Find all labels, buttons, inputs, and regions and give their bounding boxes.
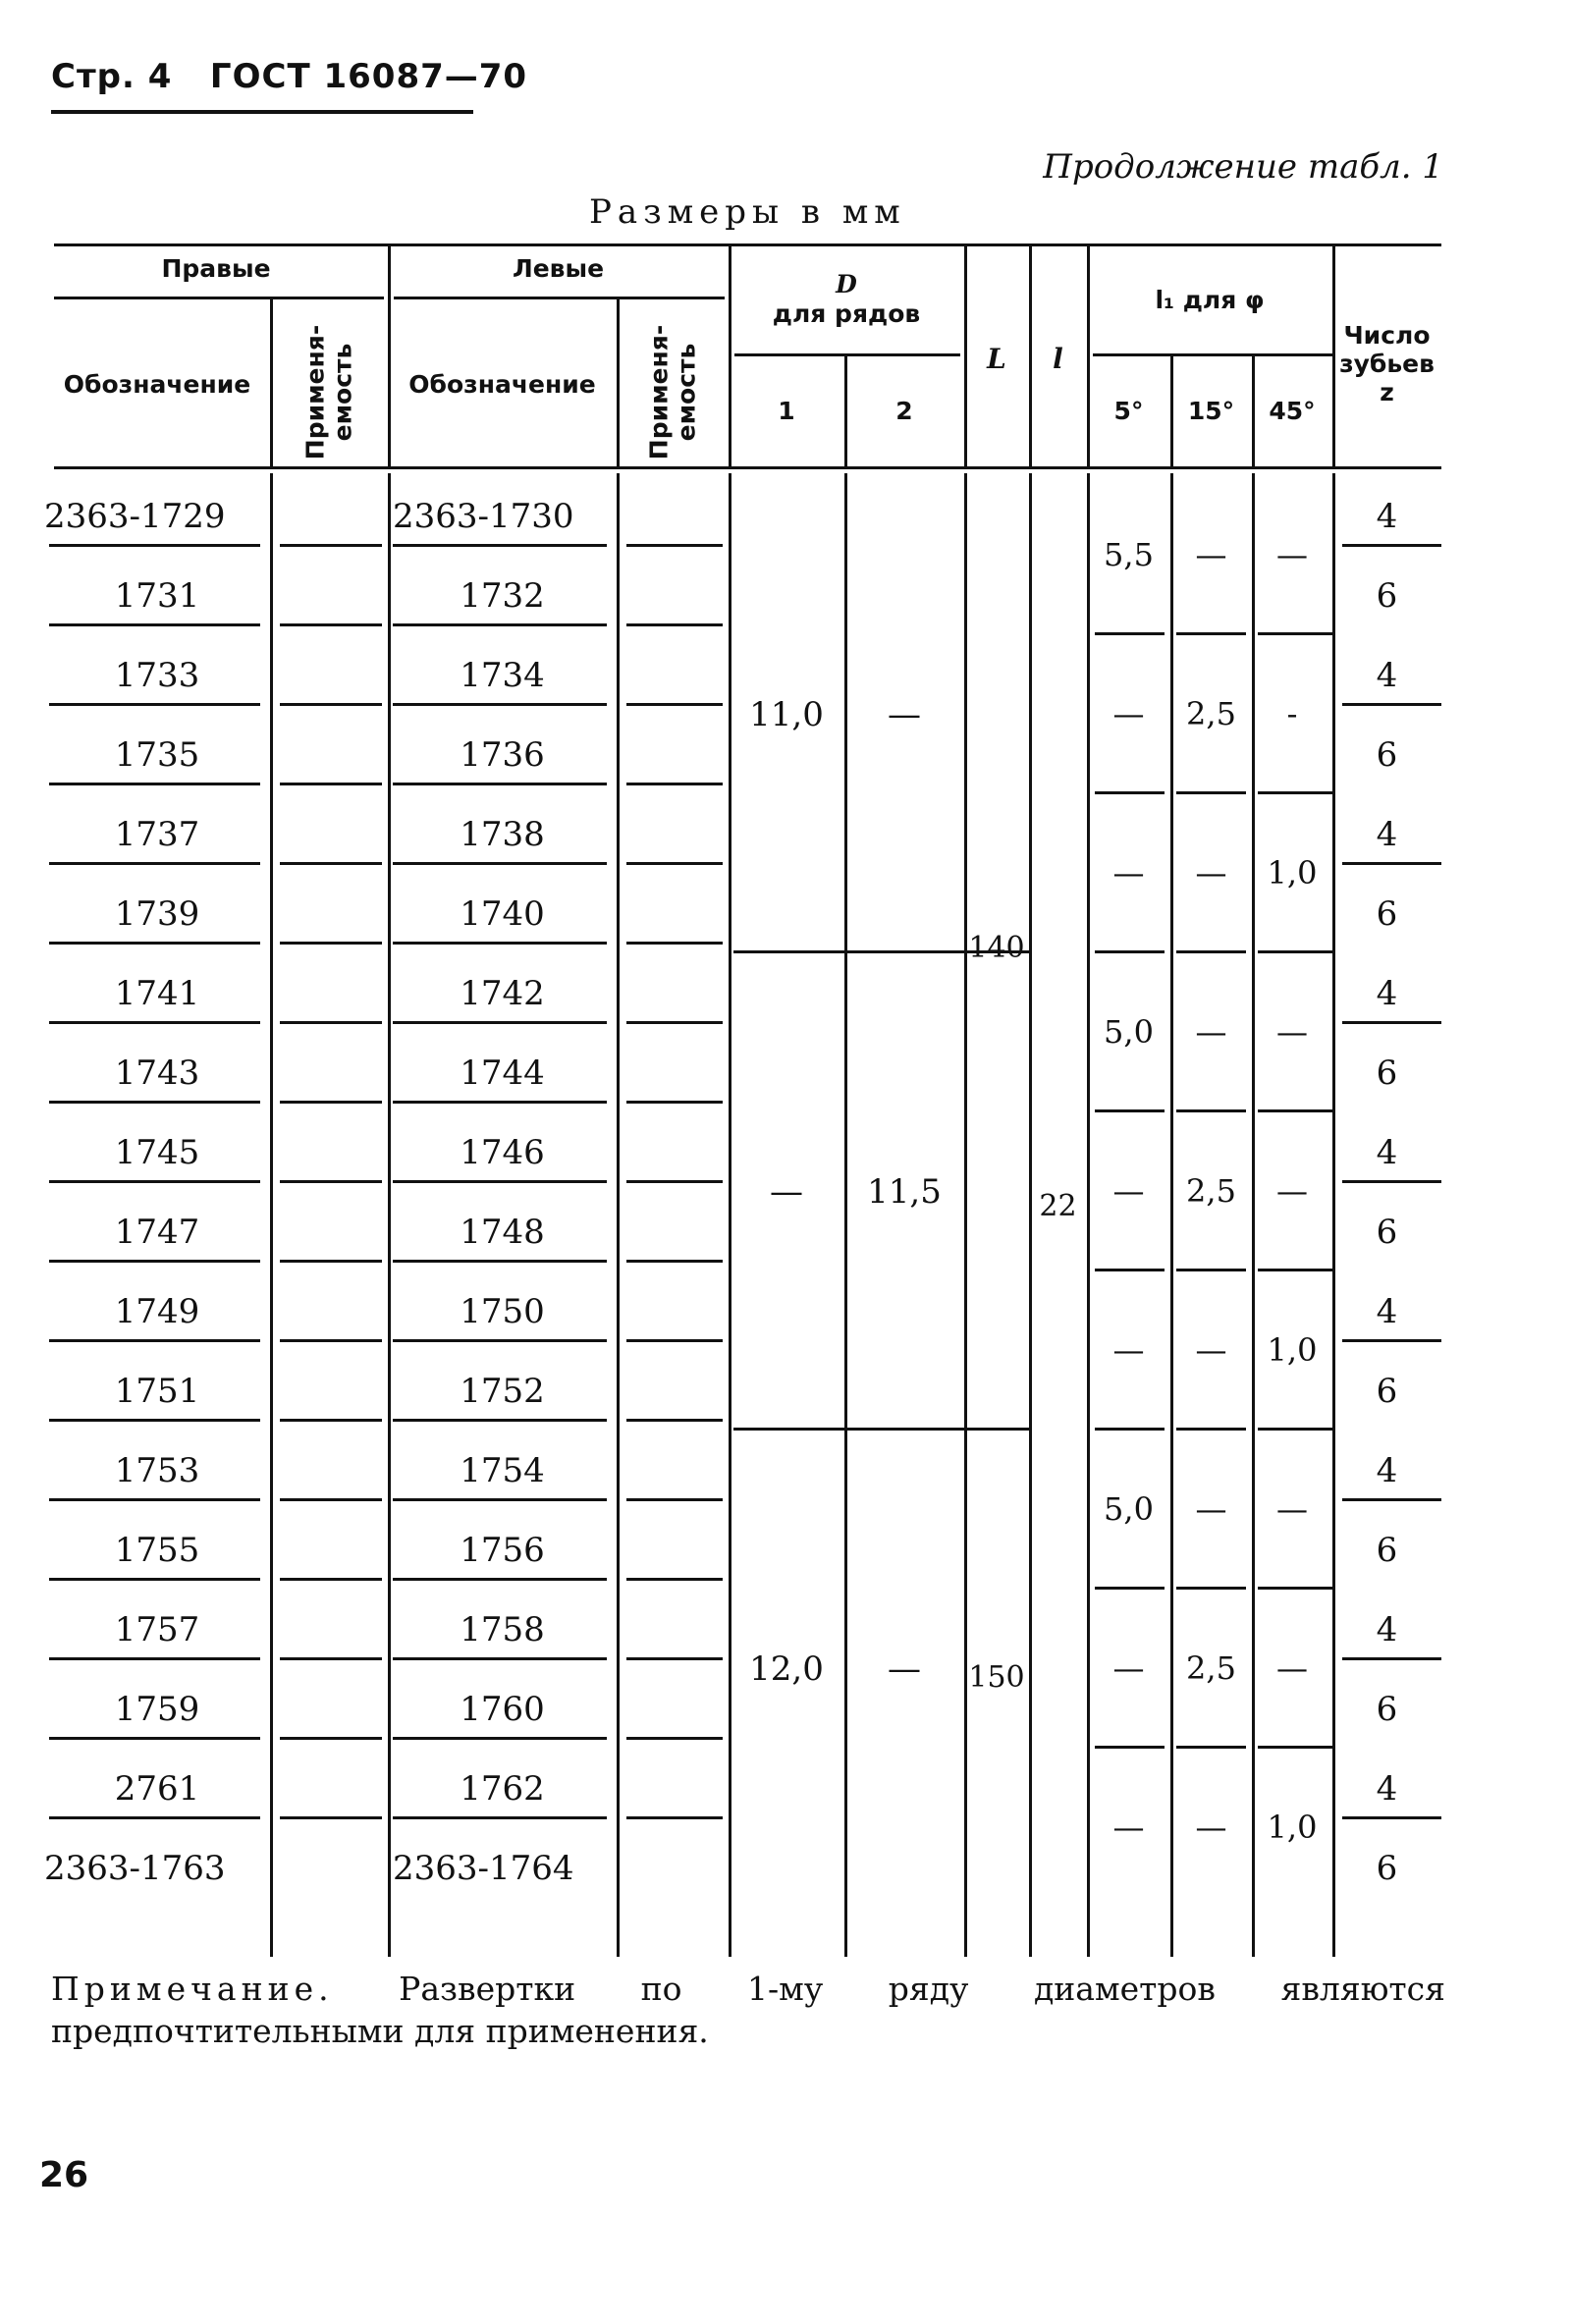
- row-rule: [49, 1657, 260, 1660]
- pair-rule: [1258, 950, 1332, 953]
- row-rule: [49, 1419, 260, 1422]
- pair-rule: [1258, 632, 1332, 635]
- pair-rule: [1176, 1746, 1246, 1749]
- row-rule: [49, 942, 260, 945]
- row-rule: [626, 1419, 723, 1422]
- l1-angle-15: 2,5: [1186, 1172, 1236, 1210]
- left-designation: 1758: [460, 1610, 545, 1649]
- row-rule: [280, 862, 382, 865]
- pair-rule: [1258, 791, 1332, 794]
- group-rule: [964, 1428, 1029, 1431]
- header-applicability-right: Применя- емость: [300, 324, 356, 460]
- l1-angle-5: —: [1112, 1809, 1145, 1846]
- row-rule: [393, 1657, 607, 1660]
- row-rule: [626, 862, 723, 865]
- teeth-rule: [1342, 1816, 1441, 1819]
- pair-rule: [1095, 1587, 1165, 1590]
- row-rule: [280, 942, 382, 945]
- diameter-row-1: 12,0: [749, 1649, 824, 1689]
- teeth-count: 6: [1376, 894, 1398, 934]
- row-rule: [49, 1101, 260, 1104]
- l1-angle-5: 5,5: [1104, 536, 1154, 573]
- row-rule: [280, 1180, 382, 1183]
- header-D: D: [836, 270, 857, 298]
- row-rule: [49, 1737, 260, 1740]
- pair-rule: [1095, 1269, 1165, 1271]
- diameter-row-1: —: [770, 1172, 803, 1212]
- header-left: Левые: [512, 254, 605, 283]
- row-rule: [393, 1260, 607, 1263]
- row-rule: [49, 544, 260, 547]
- header-sub-rule: [1093, 353, 1332, 356]
- row-rule: [280, 703, 382, 706]
- row-rule: [626, 783, 723, 785]
- teeth-count: 6: [1376, 1690, 1398, 1729]
- teeth-count: 6: [1376, 1054, 1398, 1093]
- row-rule: [280, 1339, 382, 1342]
- pair-rule: [1258, 1587, 1332, 1590]
- l1-angle-45: 1,0: [1267, 1331, 1318, 1369]
- l1-angle-15: —: [1195, 1809, 1227, 1846]
- row-rule: [626, 1498, 723, 1501]
- row-rule: [626, 703, 723, 706]
- l1-angle-5: —: [1112, 854, 1145, 892]
- right-designation: 1755: [114, 1531, 200, 1570]
- left-designation: 2363-1764: [393, 1849, 574, 1888]
- standard-code: ГОСТ 16087—70: [209, 57, 528, 96]
- right-designation: 1737: [114, 815, 200, 854]
- l1-angle-5: —: [1112, 1172, 1145, 1210]
- header-row-2: 2: [895, 397, 913, 425]
- header-L: L: [987, 343, 1006, 375]
- teeth-count: 4: [1376, 1133, 1398, 1172]
- header-sub-rule: [54, 297, 384, 299]
- left-designation: 1756: [460, 1531, 545, 1570]
- pair-rule: [1176, 791, 1246, 794]
- right-designation: 1739: [114, 894, 200, 934]
- row-rule: [280, 783, 382, 785]
- row-rule: [49, 623, 260, 626]
- row-rule: [393, 703, 607, 706]
- pair-rule: [1095, 1428, 1165, 1431]
- l1-angle-15: —: [1195, 854, 1227, 892]
- pair-rule: [1258, 1746, 1332, 1749]
- l1-angle-45: —: [1276, 1013, 1308, 1051]
- row-rule: [49, 1339, 260, 1342]
- header-sub-rule: [734, 353, 960, 356]
- length-l: 22: [1039, 1189, 1077, 1223]
- pair-rule: [1095, 1746, 1165, 1749]
- right-designation: 1731: [114, 576, 200, 616]
- header-bottom-rule: [54, 466, 1441, 469]
- l1-angle-45: —: [1276, 1649, 1308, 1687]
- body-column-rule: [270, 473, 273, 1957]
- page-ref: Стр. 4: [51, 57, 173, 96]
- row-rule: [49, 1578, 260, 1581]
- l1-angle-45: 1,0: [1267, 1809, 1318, 1846]
- row-rule: [393, 1180, 607, 1183]
- teeth-count: 4: [1376, 656, 1398, 695]
- pair-rule: [1258, 1428, 1332, 1431]
- teeth-rule: [1342, 544, 1441, 547]
- right-designation: 1741: [114, 974, 200, 1013]
- left-designation: 1738: [460, 815, 545, 854]
- left-designation: 1742: [460, 974, 545, 1013]
- row-rule: [393, 1021, 607, 1024]
- right-designation: 1759: [114, 1690, 200, 1729]
- teeth-rule: [1342, 703, 1441, 706]
- group-rule: [733, 1428, 964, 1431]
- row-rule: [49, 862, 260, 865]
- teeth-count: 4: [1376, 815, 1398, 854]
- row-rule: [393, 1339, 607, 1342]
- right-designation: 1753: [114, 1451, 200, 1490]
- pair-rule: [1176, 1428, 1246, 1431]
- row-rule: [626, 1816, 723, 1819]
- header-teeth: Число зубьев z: [1339, 321, 1435, 406]
- pair-rule: [1176, 632, 1246, 635]
- row-rule: [280, 1737, 382, 1740]
- row-rule: [393, 862, 607, 865]
- row-rule: [49, 1180, 260, 1183]
- row-rule: [393, 1101, 607, 1104]
- row-rule: [280, 1260, 382, 1263]
- row-rule: [626, 544, 723, 547]
- column-rule: [270, 298, 273, 466]
- row-rule: [626, 1657, 723, 1660]
- l1-angle-45: —: [1276, 1490, 1308, 1528]
- teeth-rule: [1342, 1180, 1441, 1183]
- row-rule: [49, 783, 260, 785]
- header-angle-5: 5°: [1113, 397, 1144, 425]
- diameter-row-2: —: [888, 1649, 921, 1689]
- body-column-rule: [617, 473, 620, 1957]
- pair-rule: [1258, 1109, 1332, 1112]
- row-rule: [280, 544, 382, 547]
- row-rule: [280, 1657, 382, 1660]
- row-rule: [49, 1498, 260, 1501]
- table-top-rule: [54, 243, 1441, 246]
- teeth-rule: [1342, 1339, 1441, 1342]
- right-designation: 1745: [114, 1133, 200, 1172]
- header-designation-right: Обозначение: [63, 370, 251, 399]
- note-text: Развертки по 1-му ряду диаметров являются предпочтительными для применения.: [51, 1970, 1445, 2050]
- l1-angle-5: —: [1112, 1649, 1145, 1687]
- right-designation: 1733: [114, 656, 200, 695]
- l1-angle-45: -: [1286, 695, 1298, 732]
- l1-angle-15: —: [1195, 1490, 1227, 1528]
- l1-angle-15: 2,5: [1186, 1649, 1236, 1687]
- header-l: l: [1053, 343, 1063, 375]
- row-rule: [280, 1419, 382, 1422]
- pair-rule: [1176, 1587, 1246, 1590]
- right-designation: 1751: [114, 1372, 200, 1411]
- column-rule: [1087, 243, 1090, 466]
- page-number: 26: [39, 2155, 89, 2195]
- row-rule: [626, 1101, 723, 1104]
- right-designation: 2761: [114, 1769, 200, 1809]
- column-rule: [617, 298, 620, 466]
- left-designation: 1736: [460, 735, 545, 775]
- left-designation: 1746: [460, 1133, 545, 1172]
- right-designation: 1735: [114, 735, 200, 775]
- right-designation: 1747: [114, 1213, 200, 1252]
- pair-rule: [1095, 791, 1165, 794]
- row-rule: [626, 1339, 723, 1342]
- length-L: 140: [968, 931, 1025, 965]
- note-lead: Примечание.: [51, 1970, 334, 2008]
- l1-angle-15: 2,5: [1186, 695, 1236, 732]
- l1-angle-15: —: [1195, 1013, 1227, 1051]
- left-designation: 1754: [460, 1451, 545, 1490]
- teeth-count: 4: [1376, 1292, 1398, 1331]
- left-designation: 1760: [460, 1690, 545, 1729]
- length-L: 150: [968, 1660, 1025, 1695]
- left-designation: 1740: [460, 894, 545, 934]
- l1-angle-45: 1,0: [1267, 854, 1318, 892]
- row-rule: [280, 1816, 382, 1819]
- row-rule: [626, 942, 723, 945]
- left-designation: 1732: [460, 576, 545, 616]
- l1-angle-5: 5,0: [1104, 1490, 1154, 1528]
- teeth-rule: [1342, 862, 1441, 865]
- row-rule: [49, 1260, 260, 1263]
- row-rule: [49, 703, 260, 706]
- teeth-count: 6: [1376, 1531, 1398, 1570]
- pair-rule: [1176, 1269, 1246, 1271]
- row-rule: [626, 623, 723, 626]
- row-rule: [626, 1180, 723, 1183]
- row-rule: [626, 1578, 723, 1581]
- pair-rule: [1176, 950, 1246, 953]
- row-rule: [280, 623, 382, 626]
- units-label: Размеры в мм: [589, 192, 906, 232]
- row-rule: [393, 1737, 607, 1740]
- header-D-sub: для рядов: [772, 299, 921, 328]
- row-rule: [626, 1021, 723, 1024]
- l1-angle-45: —: [1276, 536, 1308, 573]
- row-rule: [393, 1816, 607, 1819]
- row-rule: [626, 1260, 723, 1263]
- row-rule: [280, 1101, 382, 1104]
- row-rule: [393, 942, 607, 945]
- pair-rule: [1176, 1109, 1246, 1112]
- row-rule: [280, 1021, 382, 1024]
- row-rule: [626, 1737, 723, 1740]
- teeth-count: 4: [1376, 974, 1398, 1013]
- teeth-count: 6: [1376, 1372, 1398, 1411]
- pair-rule: [1095, 1109, 1165, 1112]
- header-row-1: 1: [778, 397, 795, 425]
- pair-rule: [1258, 1269, 1332, 1271]
- row-rule: [393, 623, 607, 626]
- continuation-label: Продолжение табл. 1: [1043, 147, 1443, 187]
- l1-angle-5: 5,0: [1104, 1013, 1154, 1051]
- row-rule: [393, 544, 607, 547]
- right-designation: 1757: [114, 1610, 200, 1649]
- l1-angle-45: —: [1276, 1172, 1308, 1210]
- right-designation: 2363-1729: [44, 497, 226, 536]
- row-rule: [280, 1498, 382, 1501]
- header-angle-15: 15°: [1187, 397, 1235, 425]
- header-designation-left: Обозначение: [408, 370, 596, 399]
- teeth-count: 4: [1376, 1610, 1398, 1649]
- row-rule: [393, 1498, 607, 1501]
- header-right: Правые: [161, 254, 271, 283]
- left-designation: 1750: [460, 1292, 545, 1331]
- row-rule: [393, 1419, 607, 1422]
- teeth-count: 4: [1376, 1769, 1398, 1809]
- row-rule: [49, 1021, 260, 1024]
- teeth-count: 6: [1376, 1213, 1398, 1252]
- teeth-count: 6: [1376, 576, 1398, 616]
- row-rule: [49, 1816, 260, 1819]
- left-designation: 1752: [460, 1372, 545, 1411]
- diameter-row-2: —: [888, 695, 921, 734]
- teeth-rule: [1342, 1021, 1441, 1024]
- row-rule: [393, 1578, 607, 1581]
- teeth-count: 4: [1376, 1451, 1398, 1490]
- teeth-count: 6: [1376, 735, 1398, 775]
- header-angle-45: 45°: [1269, 397, 1316, 425]
- header-sub-rule: [394, 297, 725, 299]
- diameter-row-1: 11,0: [749, 695, 824, 734]
- row-rule: [280, 1578, 382, 1581]
- left-designation: 1762: [460, 1769, 545, 1809]
- pair-rule: [1095, 632, 1165, 635]
- right-designation: 2363-1763: [44, 1849, 226, 1888]
- right-designation: 1743: [114, 1054, 200, 1093]
- left-designation: 1744: [460, 1054, 545, 1093]
- right-designation: 1749: [114, 1292, 200, 1331]
- l1-angle-5: —: [1112, 1331, 1145, 1369]
- table-note: [51, 1969, 1445, 2053]
- pair-rule: [1095, 950, 1165, 953]
- row-rule: [393, 783, 607, 785]
- group-rule: [733, 950, 964, 953]
- teeth-count: 4: [1376, 497, 1398, 536]
- left-designation: 2363-1730: [393, 497, 574, 536]
- left-designation: 1748: [460, 1213, 545, 1252]
- teeth-rule: [1342, 1498, 1441, 1501]
- header-l1: l₁ для φ: [1155, 286, 1265, 314]
- teeth-rule: [1342, 1657, 1441, 1660]
- body-column-rule: [964, 473, 967, 1957]
- left-designation: 1734: [460, 656, 545, 695]
- teeth-count: 6: [1376, 1849, 1398, 1888]
- header-applicability-left: Применя- емость: [644, 324, 700, 460]
- l1-angle-15: —: [1195, 536, 1227, 573]
- diameter-row-2: 11,5: [867, 1172, 942, 1212]
- l1-angle-15: —: [1195, 1331, 1227, 1369]
- l1-angle-5: —: [1112, 695, 1145, 732]
